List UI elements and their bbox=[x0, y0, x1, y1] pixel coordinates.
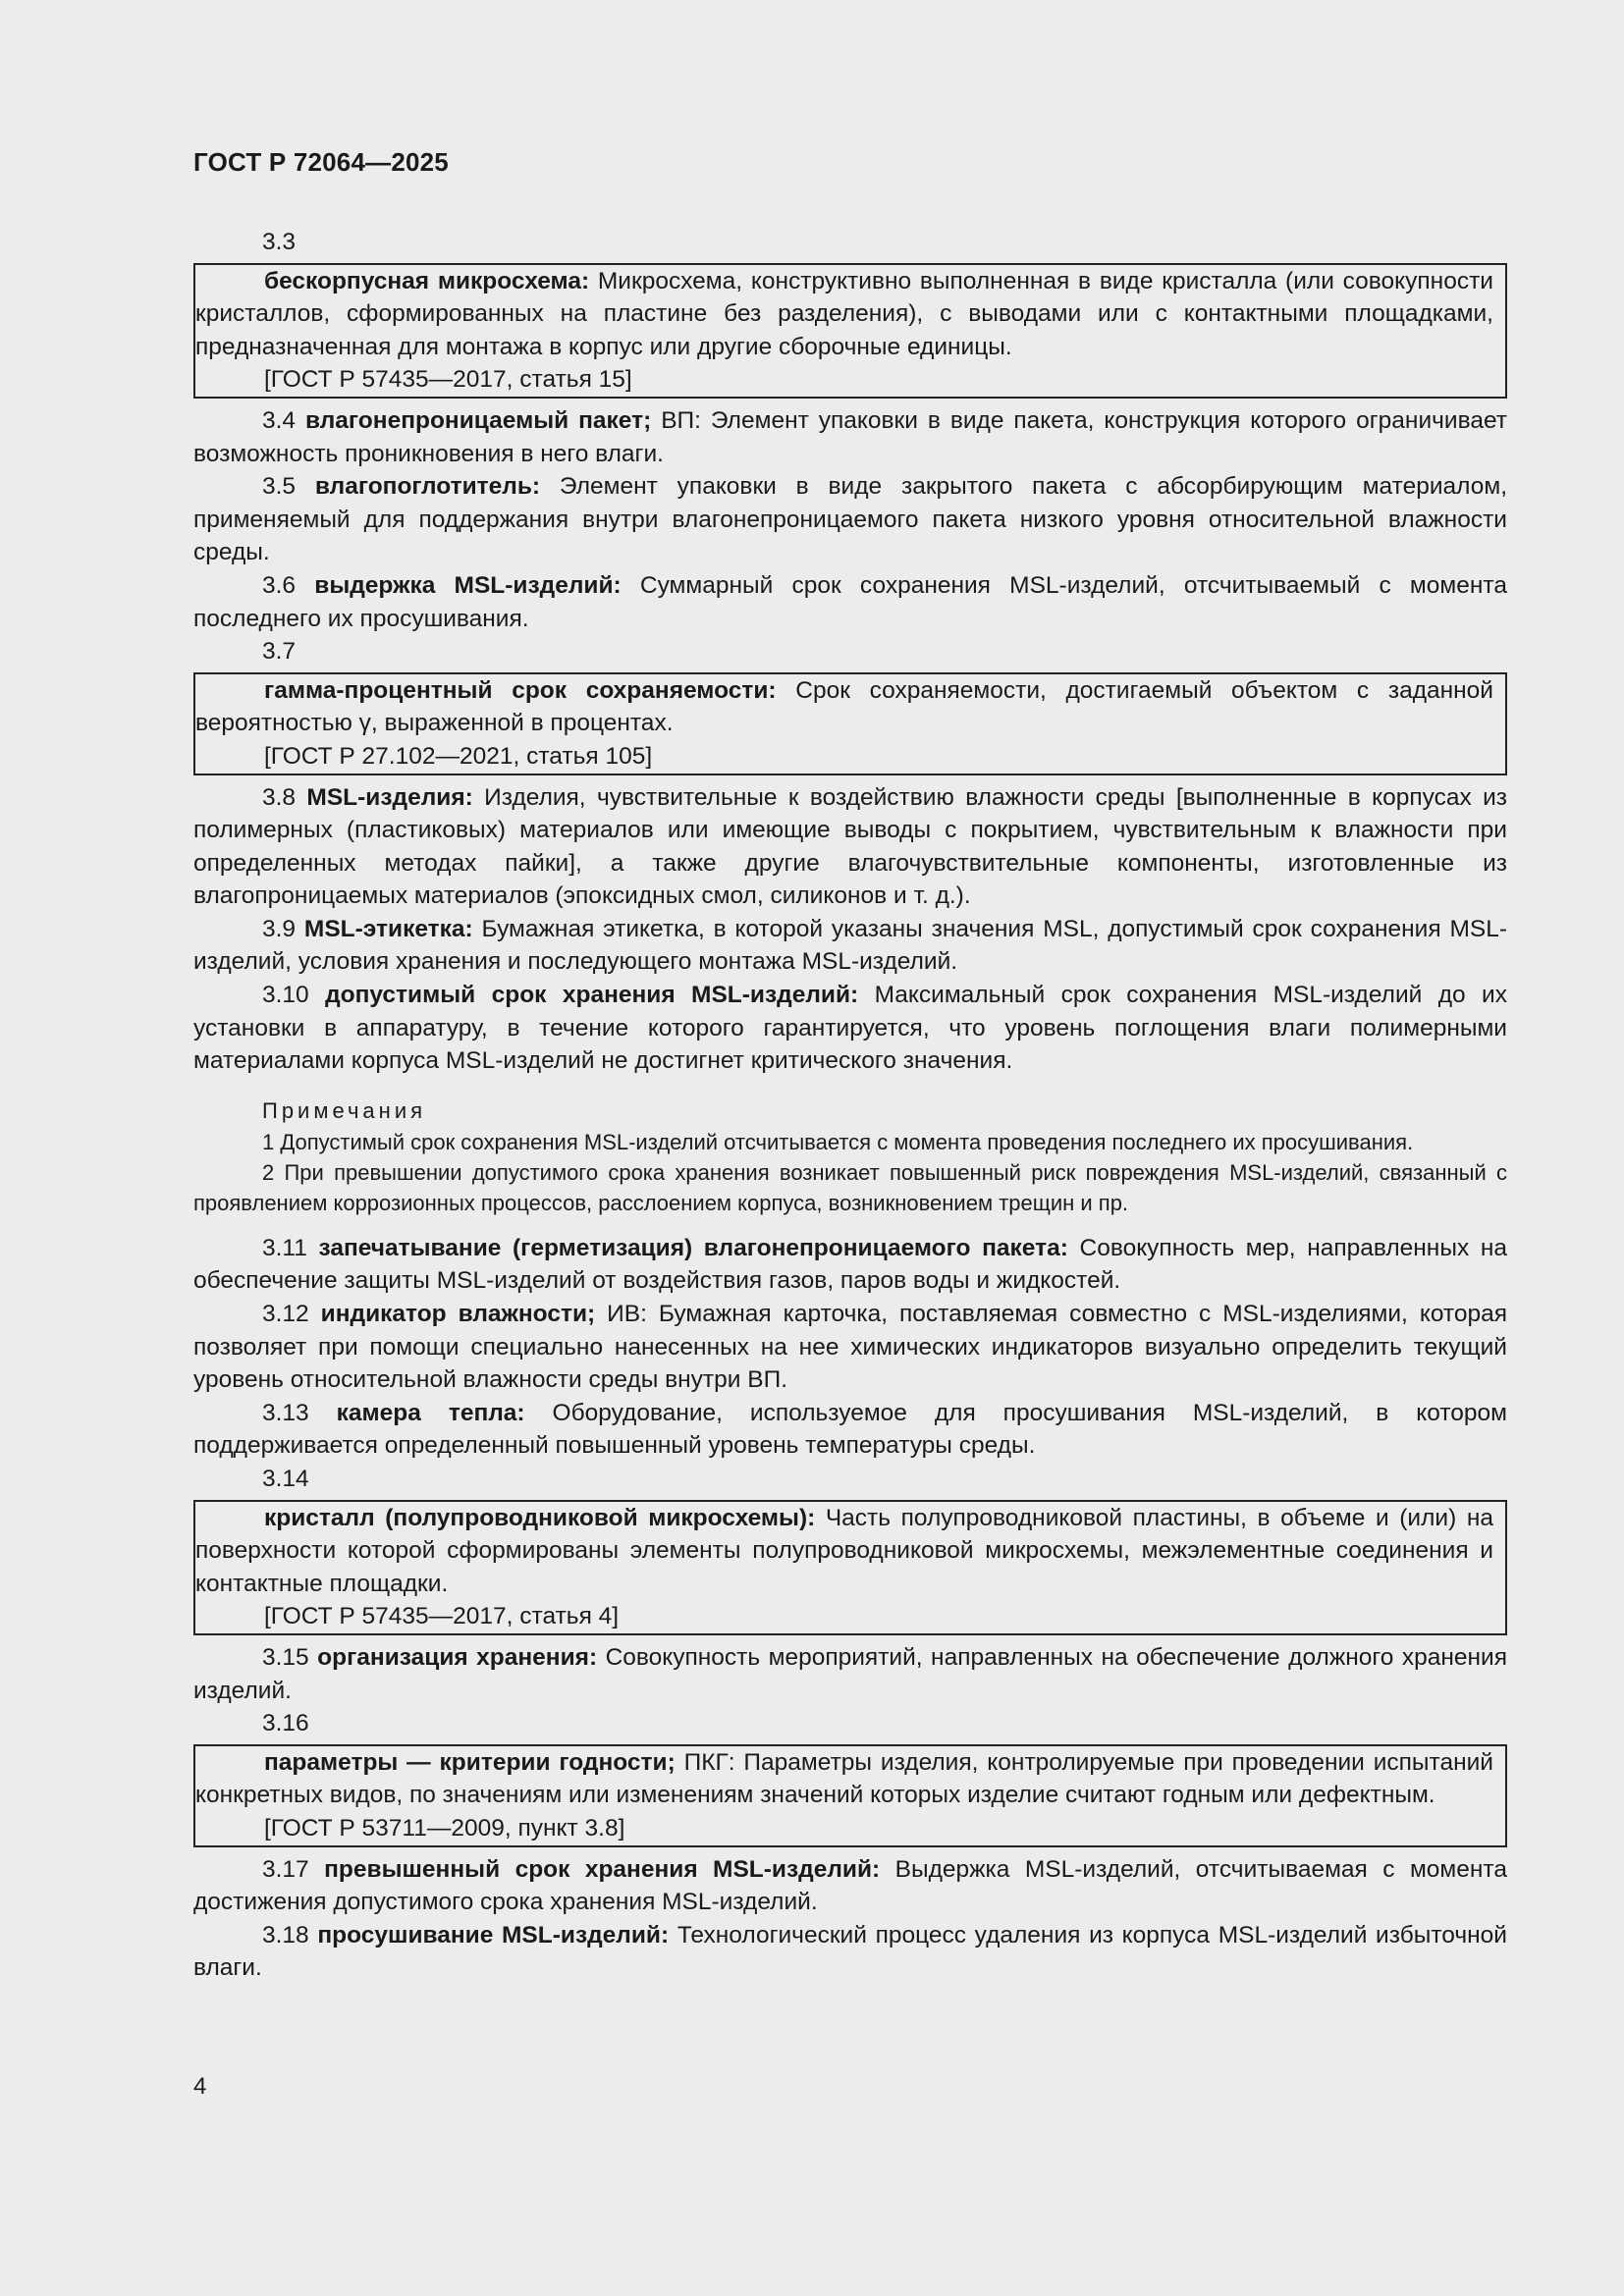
term: запечатывание (герметизация) влагонепроницаемого пакета: bbox=[318, 1234, 1068, 1261]
definition-text: ВП: Элемент упаковки в виде пакета, конструкция которого ограничивает возможность проникновения в него влаги. bbox=[193, 406, 1507, 467]
term: превышенный срок хранения MSL-изделий: bbox=[324, 1855, 881, 1883]
term: параметры — критерии годности; bbox=[264, 1748, 676, 1776]
definition bbox=[193, 569, 1507, 635]
quoted-definition-box bbox=[193, 263, 1507, 399]
entry-number: 3.4 bbox=[262, 406, 305, 434]
definition-text: Совокупность мероприятий, направленных на обеспечение должного хранения изделий. bbox=[193, 1643, 1508, 1704]
definition-text: Элемент упаковки в виде закрытого пакета с абсорбирующим материалом, применяемый для поддержания внутри влагонепроницаемого пакета низкого уровня относительной влажности среды. bbox=[193, 473, 1507, 566]
entry-number: 3.17 bbox=[262, 1855, 325, 1883]
definition-text: Суммарный срок сохранения MSL-изделий, отсчитываемый с момента последнего их просушивания. bbox=[193, 571, 1507, 632]
term: MSL-этикетка: bbox=[303, 915, 473, 942]
definition bbox=[193, 1919, 1507, 1985]
definition-text: Бумажная этикетка, в которой указаны значения MSL, допустимый срок сохранения MSL-изделий, условия хранения и последующего монтажа MSL-изделий. bbox=[193, 915, 1508, 976]
entry-number: 3.15 bbox=[262, 1643, 318, 1671]
definition bbox=[193, 1853, 1507, 1919]
definition bbox=[193, 1232, 1507, 1298]
entry-number: 3.16 bbox=[262, 1710, 309, 1737]
definition-source: [ГОСТ Р 57435—2017, статья 15] bbox=[264, 366, 632, 394]
page-number: 4 bbox=[193, 2073, 207, 2100]
document-body bbox=[193, 226, 1507, 1985]
definition-text: Совокупность мер, направленных на обеспечение защиты MSL-изделий от воздействия газов, паров воды и жидкостей. bbox=[193, 1234, 1507, 1295]
quoted-definition-box bbox=[193, 1744, 1507, 1847]
term: организация хранения: bbox=[317, 1643, 598, 1671]
quoted-definition-box bbox=[193, 1500, 1507, 1635]
definition-text: Микросхема, конструктивно выполненная в виде кристалла (или совокупности кристаллов, сформированных на пластине без разделения), с выводами или с контактными площадками, предназначенная для монтажа в корпус или другие сборочные единицы. bbox=[195, 267, 1493, 360]
definition-text: Часть полупроводниковой пластины, в объеме и (или) на поверхности которой сформированы элементы полупроводниковой микросхемы, межэлементные соединения и контактные площадки. bbox=[195, 1504, 1493, 1597]
definition-text: Оборудование, используемое для просушивания MSL-изделий, в котором поддерживается определенный повышенный уровень температуры среды. bbox=[193, 1399, 1507, 1460]
entry-number: 3.9 bbox=[262, 915, 304, 942]
definition bbox=[195, 1502, 1505, 1601]
term: MSL-изделия: bbox=[306, 783, 473, 811]
entry-number: 3.10 bbox=[262, 982, 326, 1009]
entry-number: 3.11 bbox=[262, 1234, 319, 1261]
definition-source: [ГОСТ Р 27.102—2021, статья 105] bbox=[264, 742, 653, 770]
definition-text: Технологический процесс удаления из корпуса MSL-изделий избыточной влаги. bbox=[193, 1921, 1507, 1982]
definition bbox=[193, 470, 1507, 569]
definition bbox=[195, 265, 1505, 364]
definition bbox=[193, 1397, 1507, 1463]
definition bbox=[195, 1746, 1505, 1812]
entry-number: 3.7 bbox=[262, 638, 297, 666]
term: кристалл (полупроводниковой микросхемы): bbox=[264, 1504, 816, 1531]
note-2: 2 При превышении допустимого срока хранения возникает повышенный риск повреждения MSL-изделий, связанный с проявлением коррозионных процессов, расслоением корпуса, возникновением трещин и пр. bbox=[193, 1159, 1507, 1215]
entry-number: 3.14 bbox=[262, 1466, 309, 1492]
term: бескорпусная микросхема: bbox=[264, 267, 590, 294]
entry-number: 3.5 bbox=[262, 473, 315, 501]
spacer bbox=[193, 1218, 1507, 1232]
entry-number: 3.3 bbox=[262, 229, 297, 255]
definition bbox=[193, 913, 1507, 979]
entry-number: 3.18 bbox=[262, 1921, 318, 1949]
term: камера тепла: bbox=[336, 1399, 525, 1426]
entry-number: 3.13 bbox=[262, 1399, 337, 1426]
definition bbox=[193, 1298, 1507, 1397]
definition-text: Выдержка MSL-изделий, отсчитываемая с момента достижения допустимого срока хранения MSL-изделий. bbox=[193, 1855, 1507, 1916]
entry-number: 3.8 bbox=[262, 783, 307, 811]
quoted-definition-box bbox=[193, 672, 1507, 775]
term: просушивание MSL-изделий: bbox=[317, 1921, 670, 1949]
definition-text: Срок сохраняемости, достигаемый объектом с заданной вероятностью γ, выраженной в процентах. bbox=[195, 676, 1493, 737]
term: влагонепроницаемый пакет; bbox=[305, 406, 652, 434]
definition-text: Максимальный срок сохранения MSL-изделий до их установки в аппаратуру, в течение которого гарантируется, что уровень поглощения влаги полимерными материалами корпуса MSL-изделий не достигнет критического значения. bbox=[193, 982, 1507, 1075]
term: влагопоглотитель: bbox=[314, 473, 541, 501]
definition-text: ПКГ: Параметры изделия, контролируемые при проведении испытаний конкретных видов, по значениям или изменениям значений которых изделие считают годным или дефектным. bbox=[195, 1748, 1493, 1809]
definition bbox=[195, 674, 1505, 740]
definition-source: [ГОСТ Р 57435—2017, статья 4] bbox=[264, 1603, 620, 1630]
definition bbox=[193, 781, 1507, 913]
term: допустимый срок хранения MSL-изделий: bbox=[325, 982, 859, 1009]
document-header: ГОСТ Р 72064—2025 bbox=[193, 147, 449, 177]
notes-title: Примечания bbox=[262, 1097, 427, 1123]
entry-number: 3.12 bbox=[262, 1301, 321, 1328]
definition bbox=[193, 979, 1507, 1078]
note-1: 1 Допустимый срок сохранения MSL-изделий отсчитывается с момента проведения последнего их просушивания. bbox=[262, 1129, 1414, 1154]
definition bbox=[193, 404, 1507, 470]
definition-text: ИВ: Бумажная карточка, поставляемая совместно с MSL-изделиями, которая позволяет при помощи специально нанесенных на нее химических индикаторов визуально определить текущий уровень относительной влажности среды внутри ВП. bbox=[193, 1301, 1507, 1394]
definition-text: Изделия, чувствительные к воздействию влажности среды [выполненные в корпусах из полимерных (пластиковых) материалов или имеющие выводы с покрытием, чувствительным к влажности при определенных методах пайки], а также другие влагочувствительные компоненты, изготовленные из влагопроницаемых материалов (эпоксидных смол, силиконов и т. д.). bbox=[193, 783, 1507, 910]
term: выдержка MSL-изделий: bbox=[314, 571, 622, 599]
term: индикатор влажности; bbox=[320, 1301, 596, 1328]
term: гамма-процентный срок сохраняемости: bbox=[264, 676, 777, 704]
definition-source: [ГОСТ Р 53711—2009, пункт 3.8] bbox=[264, 1814, 625, 1842]
entry-number: 3.6 bbox=[262, 571, 315, 599]
definition bbox=[193, 1641, 1507, 1707]
